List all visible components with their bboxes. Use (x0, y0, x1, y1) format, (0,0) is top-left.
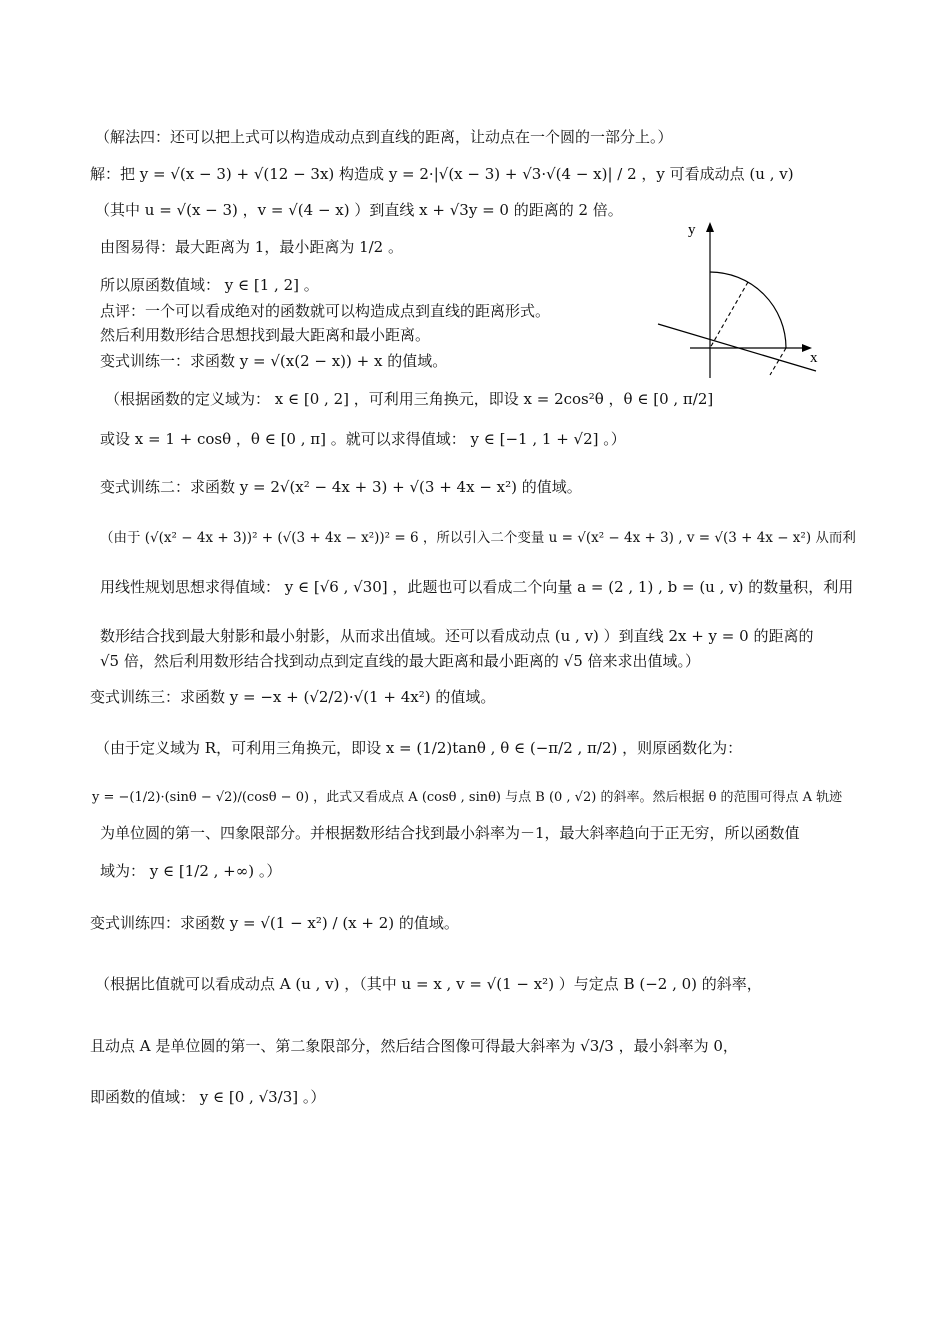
text-line-19: 为单位圆的第一、四象限部分。并根据数形结合找到最小斜率为－1，最大斜率趋向于正无穷，所以函数值 (100, 824, 800, 842)
text-line-15: √5 倍，然后利用数形结合找到动点到定直线的最大距离和最小距离的 √5 倍来求出值域。） (100, 652, 701, 670)
text-line-18: y = −(1/2)·(sinθ − √2)/(cosθ − 0) ，此式又看成点 A (cosθ , sinθ) 与点 B (0 , √2) 的斜率。然后根据 θ 的范围可得点 A 轨迹 (92, 790, 843, 805)
text-line-23: 且动点 A 是单位圆的第一、第二象限部分，然后结合图像可得最大斜率为 √3/3 ，最小斜率为 0， (90, 1037, 738, 1055)
text-line-7: 然后利用数形结合思想找到最大距离和最小距离。 (100, 326, 431, 344)
text-line-4: 由图易得：最大距离为 1，最小距离为 1/2 。 (100, 238, 403, 256)
text-line-22: （根据比值就可以看成动点 A (u , v) ，（其中 u = x , v = √(1 − x²) ）与定点 B (−2 , 0) 的斜率， (95, 975, 762, 993)
text-line-17: （由于定义域为 R，可利用三角换元，即设 x = (1/2)tanθ , θ ∈ (−π/2 , π/2) ，则原函数化为： (95, 739, 743, 757)
geometry-figure (650, 218, 840, 388)
quarter-arc (710, 272, 786, 348)
dashed-distance-max (710, 282, 748, 348)
text-line-6: 点评：一个可以看成绝对的函数就可以构造成点到直线的距离形式。 (100, 302, 551, 320)
text-line-12: （由于 (√(x² − 4x + 3))² + (√(3 + 4x − x²))² = 6 ，所以引入二个变量 u = √(x² − 4x + 3) , v = √(3 + 4x − x²) 从而利 (100, 530, 856, 546)
y-axis-label: y (688, 222, 696, 238)
text-line-16: 变式训练三：求函数 y = −x + (√2/2)·√(1 + 4x²) 的值域。 (90, 688, 496, 706)
x-axis-label: x (810, 350, 818, 366)
text-line-11: 变式训练二：求函数 y = 2√(x² − 4x + 3) + √(3 + 4x − x²) 的值域。 (100, 478, 582, 496)
text-line-9: （根据函数的定义域为： x ∈ [0 , 2] ，可利用三角换元，即设 x = 2cos²θ ，θ ∈ [0 , π/2] (105, 390, 714, 408)
text-line-2: 解：把 y = √(x − 3) + √(12 − 3x) 构造成 y = 2·|√(x − 3) + √3·√(4 − x)| / 2 ，y 可看成动点 (u , v) (90, 165, 794, 183)
text-line-1: （解法四：还可以把上式可以构造成动点到直线的距离，让动点在一个圆的一部分上。） (95, 128, 673, 146)
text-line-8: 变式训练一：求函数 y = √(x(2 − x)) + x 的值域。 (100, 352, 448, 370)
text-line-3: （其中 u = √(x − 3) ，v = √(4 − x) ）到直线 x + √3y = 0 的距离的 2 倍。 (95, 201, 623, 219)
text-line-5: 所以原函数值域： y ∈ [1 , 2] 。 (100, 276, 319, 294)
text-line-21: 变式训练四：求函数 y = √(1 − x²) / (x + 2) 的值域。 (90, 914, 459, 932)
text-line-24: 即函数的值域： y ∈ [0 , √3/3] 。） (90, 1088, 326, 1106)
text-line-20: 域为： y ∈ [1/2 , +∞) 。） (100, 862, 282, 880)
y-axis-arrow (706, 222, 714, 232)
text-line-14: 数形结合找到最大射影和最小射影，从而求出值域。还可以看成动点 (u , v) ）到直线 2x + y = 0 的距离的 (100, 627, 814, 645)
text-line-10: 或设 x = 1 + cosθ ，θ ∈ [0 , π] 。就可以求得值域： y ∈ [−1 , 1 + √2] 。） (100, 430, 626, 448)
text-line-13: 用线性规划思想求得值域： y ∈ [√6 , √30] ，此题也可以看成二个向量 a = (2 , 1) , b = (u , v) 的数量积，利用 (100, 578, 854, 596)
